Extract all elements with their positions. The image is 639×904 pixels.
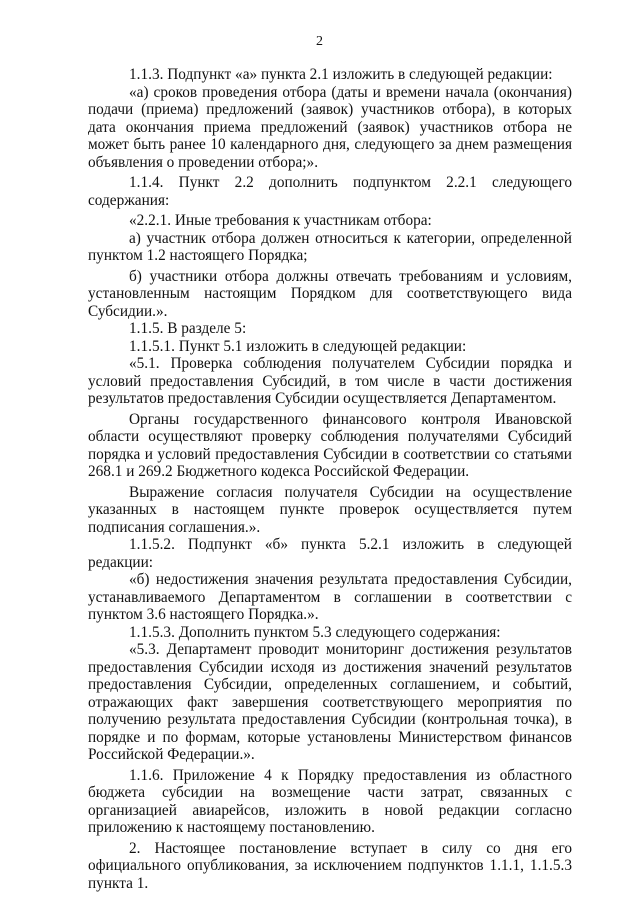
paragraph-consent: Выражение согласия получателя Субсидии на осуществление указанных в настоящем пункте проверок осуществляется путем подписания соглашения.». <box>88 483 572 536</box>
paragraph-2-2-1-a: а) участник отбора должен относиться к категории, определенной пунктом 1.2 настоящего Порядка; <box>88 229 572 264</box>
document-body <box>88 66 572 895</box>
paragraph-1-1-5: 1.1.5. В разделе 5: <box>129 320 247 337</box>
paragraph-2-2-1: «2.2.1. Иные требования к участникам отбора: <box>129 212 432 229</box>
paragraph-1-1-3: 1.1.3. Подпункт «а» пункта 2.1 изложить в следующей редакции: <box>129 66 553 83</box>
paragraph-1-1-6: 1.1.6. Приложение 4 к Порядку предоставления из областного бюджета субсидии на возмещение части затрат, связанных с организацией авиарейсов, изложить в новой редакции согласно приложению к настоящему постановлению. <box>88 766 572 836</box>
paragraph-1-1-5-3: 1.1.5.3. Дополнить пунктом 5.3 следующего содержания: <box>129 623 501 641</box>
paragraph-quote-a: «а) сроков проведения отбора (даты и времени начала (окончания) подачи (приема) предложений (заявок) участников отбора), в которых дата окончания приема предложений (заявок) участников отбора не может быть ранее 10 календарного дня, следующего за днем размещения объявления о проведении отбора;». <box>88 83 572 171</box>
page-number: 2 <box>316 34 323 49</box>
paragraph-1-1-5-2: 1.1.5.2. Подпункт «б» пункта 5.2.1 изложить в следующей редакции: <box>88 536 572 571</box>
paragraph-2-2-1-b: б) участники отбора должны отвечать требованиям и условиям, установленным настоящим Порядком для соответствующего вида Субсидии.». <box>88 267 572 320</box>
paragraph-quote-b: «б) недостижения значения результата предоставления Субсидии, устанавливаемого Департаментом в соглашении в соответствии с пунктом 3.6 настоящего Порядка.». <box>88 571 572 623</box>
paragraph-5-3: «5.3. Департамент проводит мониторинг достижения результатов предоставления Субсидии исходя из достижения значений результатов предоставления Субсидии, определенных соглашением, и событий, отражающих факт завершения соответствующего мероприятия по получению результата предоставления Субсидии (контрольная точка), в порядке и по формам, которые установлены Министерством финансов Российской Федерации.». <box>88 641 572 763</box>
paragraph-1-1-4: 1.1.4. Пункт 2.2 дополнить подпунктом 2.2.1 следующего содержания: <box>88 174 572 209</box>
paragraph-1-1-5-1: 1.1.5.1. Пункт 5.1 изложить в следующей редакции: <box>129 337 467 355</box>
paragraph-5-1: «5.1. Проверка соблюдения получателем Субсидии порядка и условий предоставления Субсидий, в том числе в части достижения результатов предоставления Субсидии осуществляется Департаментом. <box>88 355 572 407</box>
paragraph-2-effective-date: 2. Настоящее постановление вступает в силу со дня его официального опубликования, за исключением подпунктов 1.1.1, 1.1.5.3 пункта 1. <box>88 839 572 892</box>
paragraph-control-bodies: Органы государственного финансового контроля Ивановской области осуществляют проверку соблюдения получателями Субсидий порядка и условий предоставления Субсидии в соответствии со статьями 268.1 и 269.2 Бюджетного кодекса Российской Федерации. <box>88 410 572 480</box>
